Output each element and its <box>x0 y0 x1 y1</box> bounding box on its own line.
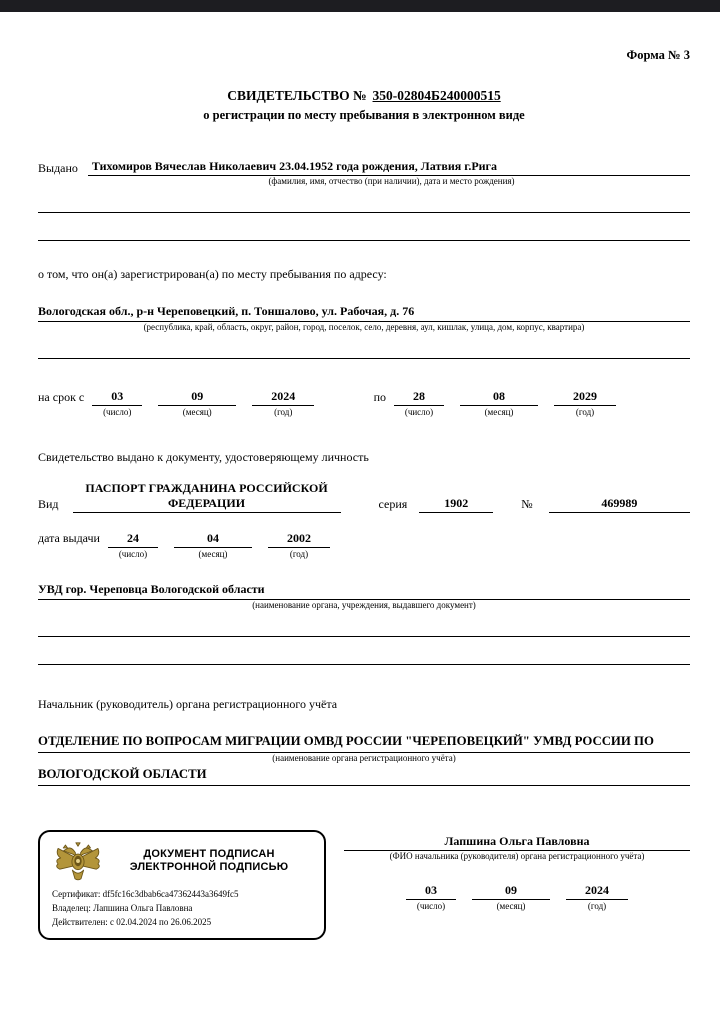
stamp-title <box>104 848 314 874</box>
issue-date-year-field <box>268 531 330 560</box>
month-caption: (месяц) <box>198 548 228 559</box>
signatory-caption: (ФИО начальника (руководителя) органа регистрационного учёта) <box>389 851 645 862</box>
month-caption: (месяц) <box>182 406 212 417</box>
signatory-column <box>344 830 690 912</box>
address-caption: (республика, край, область, округ, район, город, поселок, село, деревня, аул, кишлак, улица, дом, корпус, квартира) <box>143 321 585 332</box>
issue-date-day-field <box>108 531 158 560</box>
year-caption: (год) <box>575 406 595 417</box>
signature-date-day-field <box>406 883 456 912</box>
day-caption: (число) <box>103 406 132 417</box>
identity-issue-date-row <box>38 531 690 560</box>
year-caption: (год) <box>289 548 309 559</box>
signature-date-month-field <box>472 883 550 912</box>
mvd-eagle-emblem-icon <box>52 840 104 882</box>
authority-head-label: Начальник (руководитель) органа регистрационного учёта <box>38 696 338 711</box>
issued-caption: (фамилия, имя, отчество (при наличии), дата и место рождения) <box>268 176 515 187</box>
signature-date-year-value: 2024 <box>566 883 628 900</box>
issuer-caption: (наименование органа, учреждения, выдавшего документ) <box>252 600 476 610</box>
period-from-month-value: 09 <box>158 389 236 406</box>
year-caption: (год) <box>274 406 293 417</box>
top-black-bar <box>0 0 720 12</box>
period-to-label: по <box>373 389 386 404</box>
stamp-title-line2: ЭЛЕКТРОННОЙ ПОДПИСЬЮ <box>129 861 289 874</box>
form-number-label: Форма № 3 <box>626 48 690 62</box>
issue-date-month-field <box>174 531 252 560</box>
signature-date-month-value: 09 <box>472 883 550 900</box>
registration-address-value: Вологодская обл., р-н Череповецкий, п. Тоншалово, ул. Рабочая, д. 76 <box>38 304 690 322</box>
issue-date-day-value: 24 <box>108 531 158 548</box>
period-from-label: на срок с <box>38 389 85 404</box>
signature-date-day-value: 03 <box>406 883 456 900</box>
identity-type-label: Вид <box>38 496 59 511</box>
registration-intro: о том, что он(а) зарегистрирован(а) по месту пребывания по адресу: <box>38 266 387 281</box>
signature-date-row <box>344 883 690 912</box>
day-caption: (число) <box>118 548 148 559</box>
number-value: 469989 <box>549 496 690 513</box>
empty-line <box>38 188 690 213</box>
period-to-month-field <box>460 389 538 418</box>
identity-type-line2: ФЕДЕРАЦИИ <box>168 495 246 510</box>
document-title <box>38 88 690 105</box>
digital-signature-stamp <box>38 830 326 940</box>
period-from-day-value: 03 <box>92 389 142 406</box>
day-caption: (число) <box>416 901 446 912</box>
signature-date-year-field <box>566 883 628 912</box>
period-from-day-field <box>92 389 142 418</box>
certificate-form <box>0 48 720 940</box>
issued-person-value: Тихомиров Вячеслав Николаевич 23.04.1952 года рождения, Латвия г.Рига <box>88 159 690 176</box>
period-from-year-value: 2024 <box>252 389 314 406</box>
period-to-year-field <box>554 389 616 418</box>
number-label: № <box>521 496 533 511</box>
stamp-owner-line: Владелец: Лапшина Ольга Павловна <box>52 903 193 914</box>
period-from-month-field <box>158 389 236 418</box>
authority-org-caption: (наименование органа регистрационного учёта) <box>272 752 456 763</box>
authority-org-line1: ОТДЕЛЕНИЕ ПО ВОПРОСАМ МИГРАЦИИ ОМВД РОССИИ "ЧЕРЕПОВЕЦКИЙ" УМВД РОССИИ ПО <box>38 734 690 753</box>
empty-line <box>38 334 690 359</box>
stamp-title-line1: ДОКУМЕНТ ПОДПИСАН <box>143 848 275 861</box>
month-caption: (месяц) <box>484 406 514 417</box>
empty-line <box>38 612 690 637</box>
series-label: серия <box>378 496 408 511</box>
period-from-year-field <box>252 389 314 418</box>
identity-document-intro: Свидетельство выдано к документу, удостоверяющему личность <box>38 449 369 464</box>
day-caption: (число) <box>404 406 434 417</box>
document-subtitle: о регистрации по месту пребывания в электронном виде <box>203 107 525 122</box>
signatory-name-value: Лапшина Ольга Павловна <box>344 834 690 851</box>
period-to-year-value: 2029 <box>554 389 616 406</box>
empty-line <box>38 213 690 241</box>
identity-type-line1: ПАСПОРТ ГРАЖДАНИНА РОССИЙСКОЙ <box>85 480 328 495</box>
year-caption: (год) <box>587 901 607 912</box>
title-prefix: СВИДЕТЕЛЬСТВО № <box>227 87 367 103</box>
certificate-number: 350-02804Б240000515 <box>372 87 501 103</box>
issued-to-row <box>38 159 690 176</box>
authority-org-line2: ВОЛОГОДСКОЙ ОБЛАСТИ <box>38 767 690 786</box>
period-to-day-value: 28 <box>394 389 444 406</box>
stamp-certificate-line: Сертификат: df5fc16c3dbab6ca47362443a3649fc5 <box>52 889 239 900</box>
signature-section <box>38 830 690 940</box>
issue-date-label: дата выдачи <box>38 530 100 545</box>
period-to-day-field <box>394 389 444 418</box>
series-value: 1902 <box>419 496 493 513</box>
period-to-month-value: 08 <box>460 389 538 406</box>
identity-type-row <box>38 481 690 513</box>
identity-issuer-value: УВД гор. Череповца Вологодской области <box>38 582 690 600</box>
issued-label: Выдано <box>38 161 78 176</box>
issue-date-month-value: 04 <box>174 531 252 548</box>
empty-line <box>38 637 690 665</box>
registration-period-row <box>38 389 690 418</box>
identity-type-value <box>73 481 341 513</box>
stamp-validity-line: Действителен: с 02.04.2024 по 26.06.2025 <box>52 917 212 928</box>
issue-date-year-value: 2002 <box>268 531 330 548</box>
month-caption: (месяц) <box>496 901 526 912</box>
